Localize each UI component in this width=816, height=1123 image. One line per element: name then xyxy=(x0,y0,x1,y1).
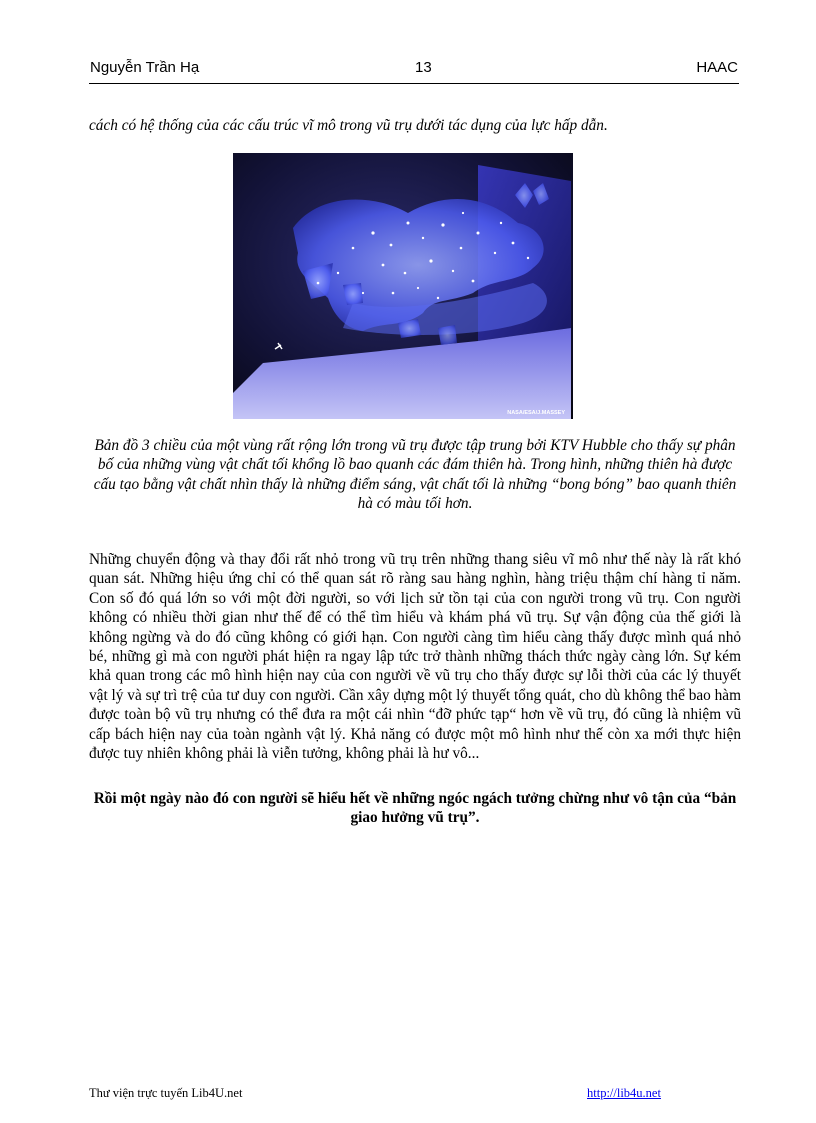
dark-matter-illustration xyxy=(233,153,573,419)
figure-caption: Bản đồ 3 chiều của một vùng rất rộng lớn trong vũ trụ được tập trung bởi KTV Hubble cho thấy sự phân bố của những vùng vật chất tối khổng lồ bao quanh các đám thiên hà. Trong hình, những thiên hà được cấu tạo bằng vật chất nhìn thấy là những điểm sáng, vật chất tối là những “bong bóng” bao quanh thiên hà có màu tối hơn. xyxy=(93,437,737,512)
header-org: HAAC xyxy=(696,59,738,76)
footer-link[interactable]: http://lib4u.net xyxy=(587,1086,661,1100)
header-author: Nguyễn Trần Hạ xyxy=(90,59,200,76)
intro-line: cách có hệ thống của các cấu trúc vĩ mô trong vũ trụ dưới tác dụng của lực hấp dẫn. xyxy=(89,117,608,134)
header-page-number: 13 xyxy=(415,59,432,76)
page-header xyxy=(89,55,739,84)
dark-matter-map-image xyxy=(233,153,573,419)
footer-library: Thư viện trực tuyến Lib4U.net xyxy=(89,1086,243,1100)
body-paragraph: Những chuyển động và thay đổi rất nhỏ trong vũ trụ trên những thang siêu vĩ mô như thế này là rất khó quan sát. Những hiệu ứng chỉ có thể quan sát rõ ràng sau hàng nghìn, hàng triệu thậm chí hàng tỉ năm. Con số đó quá lớn so với một đời người, so với lịch sử tồn tại của con người trong vũ trụ. Con người không có nhiều thời gian như thế để có thể tìm hiểu và khám phá vũ trụ. Sự vận động của thế giới là không ngừng và do đó cũng không có giới hạn. Con người càng tìm hiểu càng thấy được mình quá nhỏ bé, những gì mà con người phát hiện ra ngay lập tức trở thành những thách thức ngày càng lớn. Sự kém khả quan trong các mô hình hiện nay của con người về vũ trụ cho thấy được sự lỗi thời của các lý thuyết vật lý và sự trì trệ của tư duy con người. Cần xây dựng một lý thuyết tổng quát, cho dù không thể bao hàm được toàn bộ vũ trụ nhưng có thể đưa ra một cái nhìn “đỡ phức tạp“ hơn về vũ trụ, đó cũng là nhiệm vũ cấp bách hiện nay của toàn ngành vật lý. Khả năng có được một mô hình như thế còn xa mới thực hiện được tuy nhiên không phải là viễn tưởng, không phải là hư vô... xyxy=(89,551,741,763)
conclusion-paragraph: Rồi một ngày nào đó con người sẽ hiểu hết về những ngóc ngách tưởng chừng như vô tận của “bản giao hưởng vũ trụ”. xyxy=(93,790,737,827)
image-credit: NASA/ESA/J.MASSEY xyxy=(507,410,565,416)
